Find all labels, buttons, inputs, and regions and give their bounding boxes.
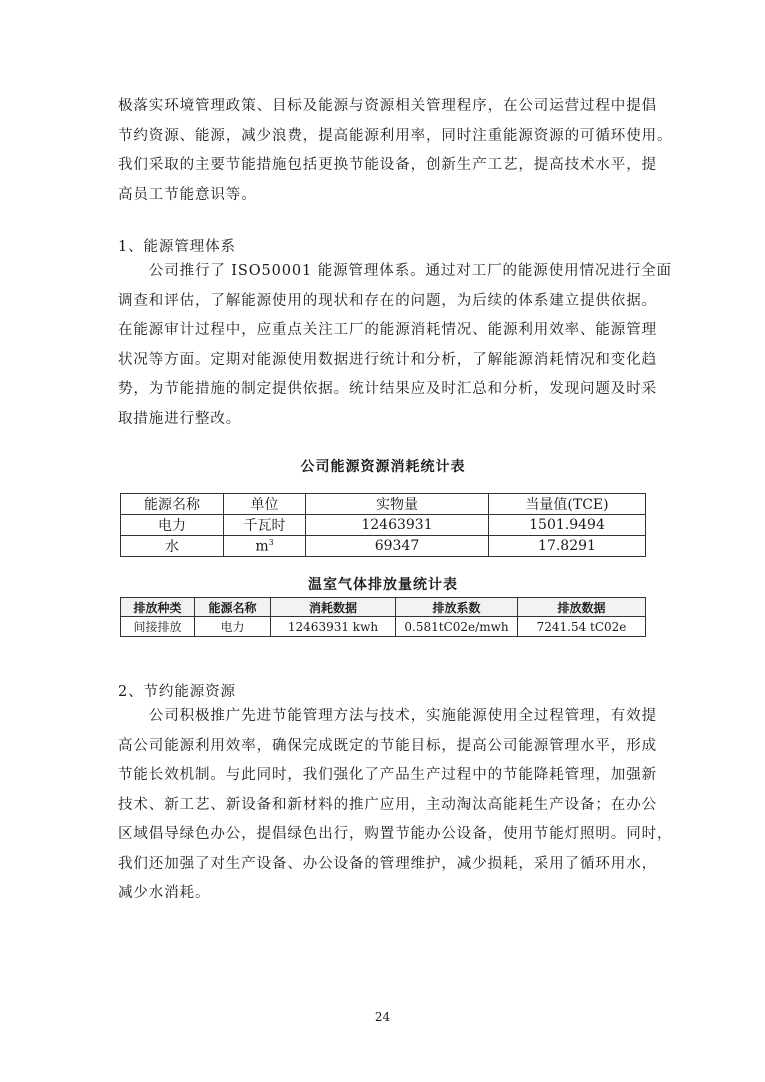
energy-name-cell: 电力 — [121, 515, 224, 536]
column-header: 排放系数 — [396, 598, 518, 617]
emission-type-cell: 间接排放 — [121, 617, 195, 637]
section-2-paragraph — [118, 702, 673, 909]
section-2-heading: 2、节约能源资源 — [118, 684, 236, 700]
text-line: 调查和评估，了解能源使用的现状和存在的问题，为后续的体系建立提供依据。 — [118, 292, 657, 309]
energy-consumption-table — [120, 493, 646, 557]
text-line: 势，为节能措施的制定提供依据。统计结果应及时汇总和分析，发现问题及时采 — [118, 381, 657, 397]
emission-table-title: 温室气体排放量统计表 — [308, 577, 458, 593]
section-1-heading: 1、能源管理体系 — [118, 239, 236, 255]
emission-value-cell: 7241.54 tC02e — [518, 617, 646, 637]
amount-cell: 69347 — [306, 536, 489, 557]
table-row — [121, 515, 646, 536]
column-header: 单位 — [224, 494, 306, 515]
ghg-emission-table — [120, 597, 646, 637]
unit-base: m — [255, 538, 269, 555]
energy-name-cell: 水 — [121, 536, 224, 557]
text-line: 区域倡导绿色办公，提倡绿色出行，购置节能办公设备，使用节能灯照明。同时， — [118, 826, 673, 842]
amount-cell: 12463931 — [306, 515, 489, 536]
text-line: 高公司能源利用效率，确保完成既定的节能目标，提高公司能源管理水平，形成 — [118, 737, 657, 754]
unit-superscript: 3 — [268, 537, 274, 547]
consumption-cell: 12463931 kwh — [271, 617, 396, 637]
table-header-row — [121, 598, 646, 617]
text-line: 状况等方面。定期对能源使用数据进行统计和分析，了解能源消耗情况和变化趋 — [118, 351, 657, 368]
text-line: 技术、新工艺、新设备和新材料的推广应用，主动淘汰高能耗生产设备；在办公 — [118, 796, 657, 813]
text-line: 高员工节能意识等。 — [118, 186, 257, 203]
text-line: 我们采取的主要节能措施包括更换节能设备，创新生产工艺，提高技术水平，提 — [118, 157, 657, 173]
text-line: 节能长效机制。与此同时，我们强化了产品生产过程中的节能降耗管理，加强新 — [118, 767, 657, 783]
table-row — [121, 536, 646, 557]
text-line: 极落实环境管理政策、目标及能源与资源相关管理程序，在公司运营过程中提倡 — [118, 98, 657, 114]
column-header: 消耗数据 — [271, 598, 396, 617]
text-line: 在能源审计过程中，应重点关注工厂的能源消耗情况、能源利用效率、能源管理 — [118, 322, 657, 338]
text-line: 减少水消耗。 — [118, 885, 211, 901]
energy-table-title: 公司能源资源消耗统计表 — [300, 459, 466, 475]
text-line: 公司推行了 ISO50001 能源管理体系。通过对工厂的能源使用情况进行全面 — [118, 263, 672, 279]
column-header: 排放数据 — [518, 598, 646, 617]
table-header-row — [121, 494, 646, 515]
text-line: 我们还加强了对生产设备、办公设备的管理维护，减少损耗，采用了循环用水， — [118, 855, 657, 872]
column-header: 排放种类 — [121, 598, 195, 617]
energy-source-cell: 电力 — [195, 617, 271, 637]
column-header: 能源名称 — [121, 494, 224, 515]
page-number: 24 — [374, 1010, 391, 1024]
table-row — [121, 617, 646, 637]
tce-cell: 17.8291 — [489, 536, 646, 557]
text-line: 公司积极推广先进节能管理方法与技术，实施能源使用全过程管理，有效提 — [118, 708, 657, 724]
section-1-paragraph — [118, 257, 672, 434]
emission-factor-cell: 0.581tC02e/mwh — [396, 617, 518, 637]
text-line: 取措施进行整改。 — [118, 410, 242, 427]
intro-paragraph — [118, 92, 673, 210]
column-header: 当量值(TCE) — [489, 494, 646, 515]
tce-cell: 1501.9494 — [489, 515, 646, 536]
unit-cell: 千瓦时 — [224, 515, 306, 536]
unit-cell — [224, 536, 306, 557]
column-header: 能源名称 — [195, 598, 271, 617]
column-header: 实物量 — [306, 494, 489, 515]
text-line: 节约资源、能源，减少浪费，提高能源利用率，同时注重能源资源的可循环使用。 — [118, 127, 673, 144]
